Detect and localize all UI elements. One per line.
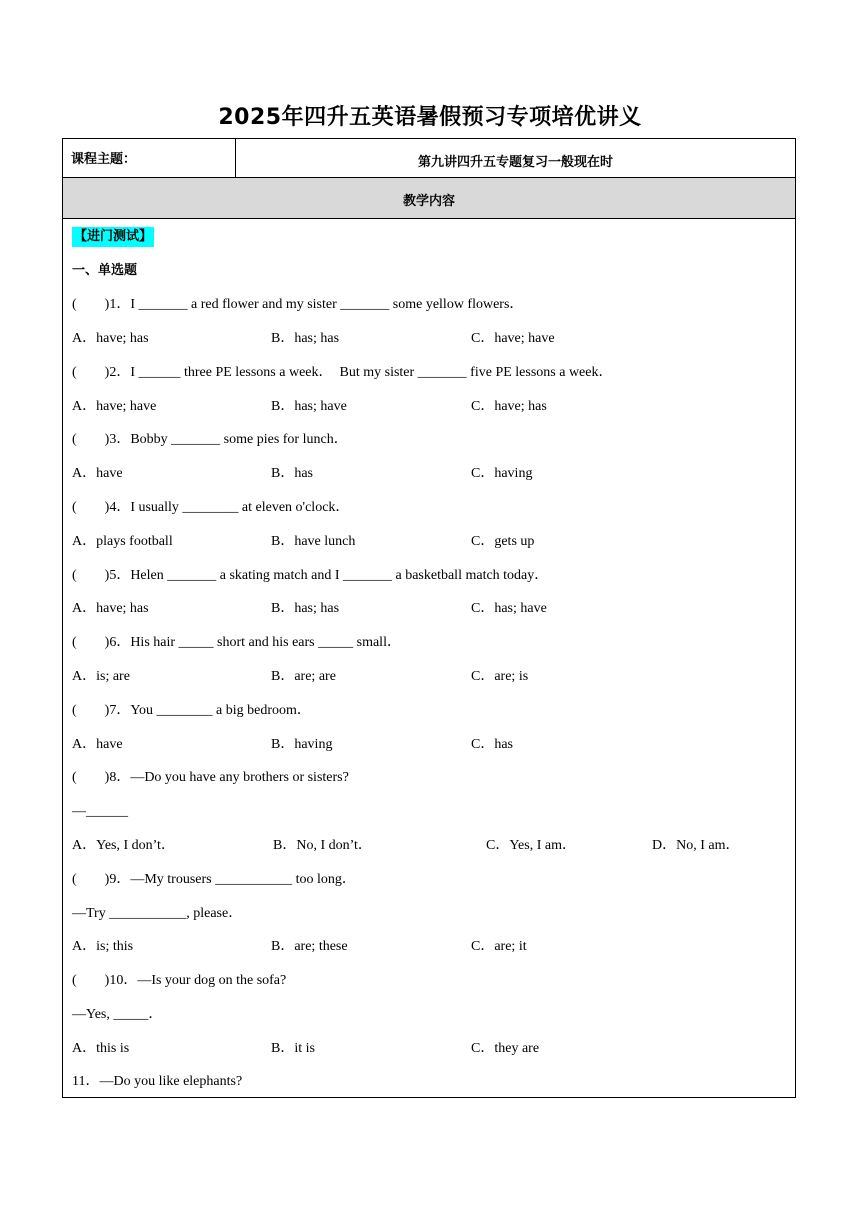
option-a: A．have xyxy=(72,466,123,481)
option-b: B．are; these xyxy=(271,939,348,954)
option-c: C．has; have xyxy=(471,601,547,616)
option-b: B．has xyxy=(271,466,313,481)
section-heading: 一、单选题 xyxy=(72,263,138,278)
option-b: B．has; have xyxy=(271,399,347,414)
option-b: B．has; has xyxy=(271,601,340,616)
answer-line: —Try ___________, please． xyxy=(72,906,243,921)
option-c: C．has xyxy=(471,737,513,752)
document-title: 2025年四升五英语暑假预习专项培优讲义 xyxy=(218,105,642,130)
content-header: 教学内容 xyxy=(63,178,795,219)
answer-line: —Yes, _____． xyxy=(72,1007,163,1022)
question-stem: ( )6．His hair _____ short and his ears _____ small． xyxy=(72,635,401,650)
option-a: A．is; are xyxy=(72,669,130,684)
option-b: B．it is xyxy=(271,1041,315,1056)
option-a: A．have; has xyxy=(72,601,149,616)
question-stem: ( )5．Helen _______ a skating match and I _______ a basketball match today． xyxy=(72,568,549,583)
option-c: C．gets up xyxy=(471,534,535,549)
question-stem: ( )4．I usually ________ at eleven o'clock． xyxy=(72,500,350,515)
option-c: C．Yes, I am． xyxy=(486,838,576,853)
option-b: B．has; has xyxy=(271,331,340,346)
question-stem: ( )1．I _______ a red flower and my sister _______ some yellow flowers． xyxy=(72,297,524,312)
question-stem: ( )7．You ________ a big bedroom． xyxy=(72,703,311,718)
lesson-table xyxy=(62,138,796,1098)
option-b: B．are; are xyxy=(271,669,336,684)
option-a: A．have; has xyxy=(72,331,149,346)
option-c: C．having xyxy=(471,466,533,481)
question-stem: ( )8．—Do you have any brothers or sisters? xyxy=(72,770,349,785)
question-stem: ( )3．Bobby _______ some pies for lunch． xyxy=(72,432,348,447)
option-a: A．is; this xyxy=(72,939,134,954)
option-c: C．they are xyxy=(471,1041,540,1056)
option-c: C．are; is xyxy=(471,669,529,684)
section-tag-label: 【进门测试】 xyxy=(72,227,154,247)
option-b: B．having xyxy=(271,737,333,752)
option-b: B．have lunch xyxy=(271,534,356,549)
option-d: D．No, I am． xyxy=(652,838,740,853)
question-stem: 11．—Do you like elephants? xyxy=(72,1074,243,1089)
option-b: B．No, I don’t． xyxy=(273,838,372,853)
option-c: C．have; has xyxy=(471,399,547,414)
option-a: A．Yes, I don’t． xyxy=(72,838,175,853)
option-c: C．have; have xyxy=(471,331,555,346)
section-tag xyxy=(72,228,154,246)
topic-value: 第九讲四升五专题复习一般现在时 xyxy=(417,155,613,170)
question-stem: ( )2．I ______ three PE lessons a week． But my sister _______ five PE lessons a week． xyxy=(72,365,613,380)
question-stem: ( )9．—My trousers ___________ too long． xyxy=(72,872,356,887)
option-c: C．are; it xyxy=(471,939,527,954)
option-a: A．plays football xyxy=(72,534,173,549)
answer-line: —______ xyxy=(72,804,128,819)
topic-row xyxy=(63,139,795,178)
option-a: A．this is xyxy=(72,1041,130,1056)
topic-label: 课程主题： xyxy=(63,139,236,177)
question-stem: ( )10．—Is your dog on the sofa? xyxy=(72,973,287,988)
option-a: A．have xyxy=(72,737,123,752)
option-a: A．have; have xyxy=(72,399,157,414)
